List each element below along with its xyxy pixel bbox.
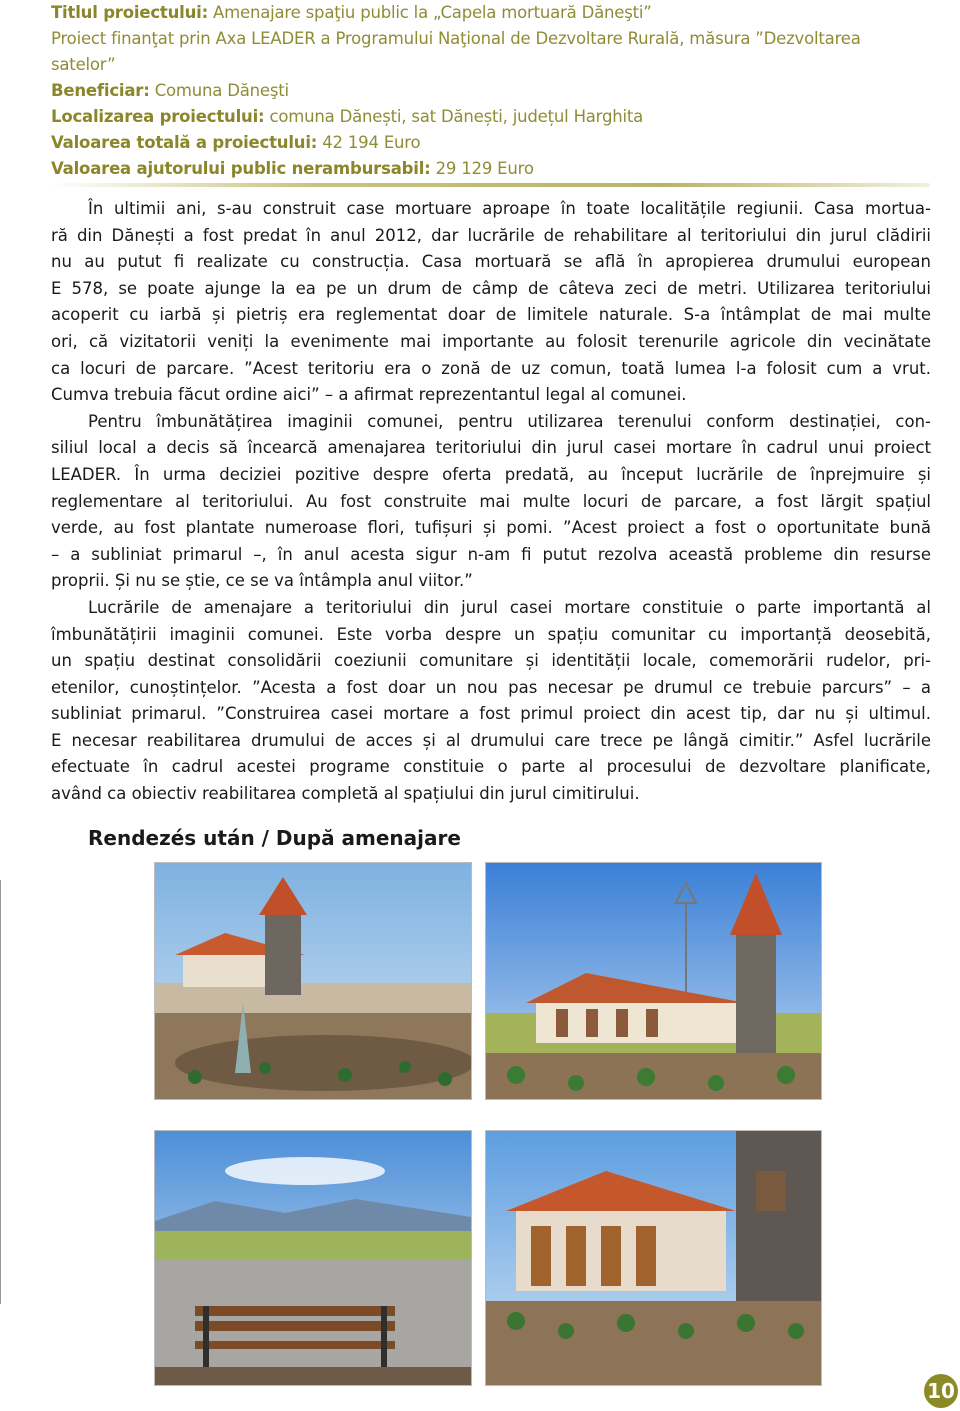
grant-value-amount: 29 129 Euro <box>430 159 534 178</box>
beneficiary-label: Beneficiar: <box>51 81 150 100</box>
project-info <box>51 0 931 182</box>
project-title-label: Titlul proiectului: <box>51 3 209 22</box>
body-line: E necesar reabilitarea drumului de acces și al drumului care trece pe lângă cimitir.” Asfel lucrările <box>51 730 931 750</box>
body-line: siliul local a decis să încearcă amenajarea teritoriului din jurul casei mortare în cadrul unui proiect <box>51 438 931 458</box>
body-line: îmbunătățirii imaginii comunei. Este vorba despre un spațiu comunitar cu importanță deosebită, <box>51 624 931 644</box>
body-line: efectuate în cadrul acestei programe constituie o parte al procesului de dezvoltare planificate, <box>51 757 931 777</box>
body-line: ca locuri de parcare. ”Acest teritoriu era o zonă de uz comun, toată lumea l-a folosit cum a vrut. <box>51 358 931 378</box>
body-line: – a subliniat primarul –, în anul acesta sigur n-am fi putut rezolva această probleme din resurse <box>51 544 931 564</box>
grant-value-label: Valoarea ajutorului public nerambursabil: <box>51 159 431 178</box>
location-line <box>51 104 931 130</box>
body-line: proprii. Și nu se știe, ce se va întâmpla anul viitor.” <box>51 571 473 591</box>
funding-line-2: satelor” <box>51 55 116 74</box>
beneficiary-value: Comuna Dăneşti <box>149 81 289 100</box>
body-line: ori, că vizitatorii veniți la evenimente mai importante au folosit terenurile agricole din vecinătate <box>51 331 931 351</box>
photo-chapel-closeup <box>485 1130 822 1386</box>
photo-chapel-side <box>485 862 822 1100</box>
body-line: reglementare al teritoriului. Au fost construite mai multe locuri de parcare, a fost lărgit spațiul <box>51 491 931 511</box>
body-line: ră din Dănești a fost predat în anul 2012, dar lucrările de rehabilitare al teritoriului din jurul clădirii <box>51 225 931 245</box>
photo-bench <box>154 1130 472 1386</box>
body-line: verde, au fost plantate numeroase flori, tufișuri și pomi. ”Acest proiect a fost o oportunitate bună <box>51 518 931 538</box>
body-line: Pentru îmbunătățirea imaginii comunei, pentru utilizarea terenului conform destinației, con- <box>88 411 931 431</box>
article-body <box>51 196 931 808</box>
location-value: comuna Dănești, sat Dănești, județul Harghita <box>264 107 644 126</box>
body-line: LEADER. În urma deciziei pozitive despre oferta predată, au început lucrările de înprejmuire și <box>51 464 931 484</box>
total-value-label: Valoarea totală a proiectului: <box>51 133 318 152</box>
total-value-amount: 42 194 Euro <box>317 133 421 152</box>
body-line: un spațiu destinat consolidării coeziunii comunitare și identității locale, comemorării rudelor, pri- <box>51 651 931 671</box>
page-number-badge: 10 <box>924 1374 958 1408</box>
project-title-value: Amenajare spaţiu public la „Capela mortuară Dăneşti” <box>208 3 652 22</box>
photo-chapel-garden <box>154 862 472 1100</box>
body-line: acoperit cu iarbă și pietriș era reglementat doar de limitele naturale. S-a întâmplat de mai multe <box>51 305 931 325</box>
grant-value-line <box>51 156 931 182</box>
project-title-line <box>51 0 931 26</box>
beneficiary-line <box>51 78 931 104</box>
margin-rule <box>0 880 1 1304</box>
location-label: Localizarea proiectului: <box>51 107 265 126</box>
body-line: În ultimii ani, s-au construit case mortuare aproape în toate localitățile regiunii. Casa mortua- <box>88 199 931 218</box>
section-divider <box>50 183 930 187</box>
body-line: E 578, se poate ajunge la ea pe un drum de câmp de câteva zeci de metri. Utilizarea teritoriului <box>51 278 931 298</box>
body-line: etenilor, cunoștințelor. ”Acesta a fost doar un nou pas necesar pe drumul ce trebuie parcurs” – a <box>51 677 931 697</box>
funding-line-1: Proiect finanţat prin Axa LEADER a Programului Naţional de Dezvoltare Rurală, măsura ”Dezvoltarea <box>51 29 861 48</box>
body-line: având ca obiectiv reabilitarea completă al spațiului din jurul cimitirului. <box>51 784 640 804</box>
total-value-line <box>51 130 931 156</box>
body-line: subliniat primarul. ”Construirea casei mortare a fost primul proiect din acest tip, dar nu și ultimul. <box>51 704 931 724</box>
photo-section-title: Rendezés után / După amenajare <box>88 826 461 850</box>
body-line: nu au putut fi realizate cu construcția. Casa mortuară se află în apropierea drumului european <box>51 252 931 272</box>
body-line: Cumva trebuia făcut ordine aici” – a afirmat reprezentantul legal al comunei. <box>51 385 687 405</box>
body-line: Lucrările de amenajare a teritoriului din jurul casei mortare constituie o parte importantă al <box>88 597 931 617</box>
